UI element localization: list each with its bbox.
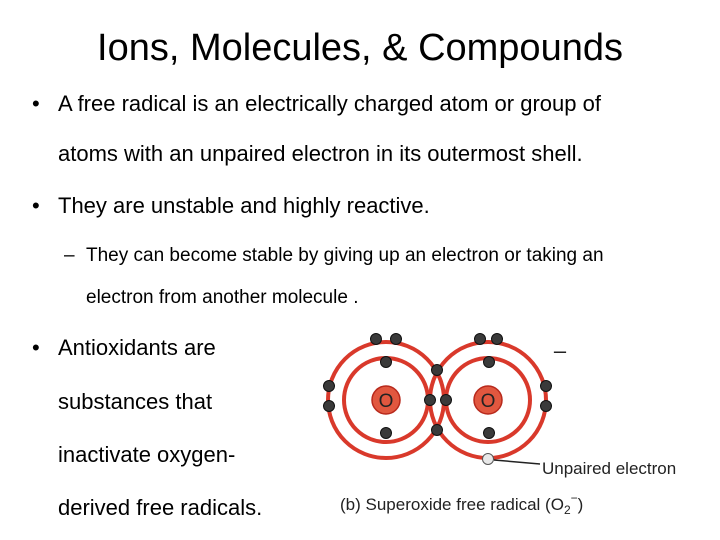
bullet-mark: •	[32, 193, 40, 218]
electron	[541, 401, 552, 412]
electron	[324, 401, 335, 412]
dash-mark: –	[64, 245, 75, 266]
caption-prefix: (b) Superoxide free radical (O	[340, 495, 564, 514]
subbullet-text-line2: electron from another molecule .	[86, 287, 359, 308]
subbullet-text-line1: They can become stable by giving up an electron or taking an	[86, 245, 604, 266]
unpaired-electron-label: Unpaired electron	[542, 459, 677, 478]
bullet-text-line2: atoms with an unpaired electron in its outermost shell.	[58, 141, 583, 166]
slide-title: Ions, Molecules, & Compounds	[97, 27, 623, 69]
bullet-text-line2: substances that	[58, 389, 213, 414]
electron	[324, 381, 335, 392]
bullet-text-line4: derived free radicals.	[58, 495, 263, 520]
electron	[484, 357, 495, 368]
superoxide-diagram	[316, 316, 716, 536]
electron	[381, 357, 392, 368]
left-atom-label: O	[378, 391, 394, 412]
electron	[484, 428, 495, 439]
bullet-text-line1: A free radical is an electrically charged atom or group of	[58, 91, 601, 116]
bullet-mark: •	[32, 91, 40, 116]
electron	[492, 334, 503, 345]
electron	[381, 428, 392, 439]
electron	[475, 334, 486, 345]
diagram-caption	[340, 491, 583, 517]
electron	[371, 334, 382, 345]
caption-suffix: )	[577, 495, 584, 514]
electron	[391, 334, 402, 345]
caption-subscript: 2	[563, 503, 571, 517]
caption-superscript: −	[570, 491, 578, 505]
bullet-text-line3: inactivate oxygen-	[58, 442, 236, 467]
electron	[441, 395, 452, 406]
unpaired-pointer-line	[494, 460, 540, 464]
bullet-mark: •	[32, 335, 40, 360]
electron	[425, 395, 436, 406]
electron	[432, 425, 443, 436]
charge-sign: –	[553, 338, 567, 363]
right-atom-label: O	[480, 391, 496, 412]
bullet-text-line1: They are unstable and highly reactive.	[58, 193, 430, 218]
electron	[541, 381, 552, 392]
unpaired-electron	[483, 454, 494, 465]
bullet-text-line1: Antioxidants are	[58, 335, 216, 360]
electron	[432, 365, 443, 376]
